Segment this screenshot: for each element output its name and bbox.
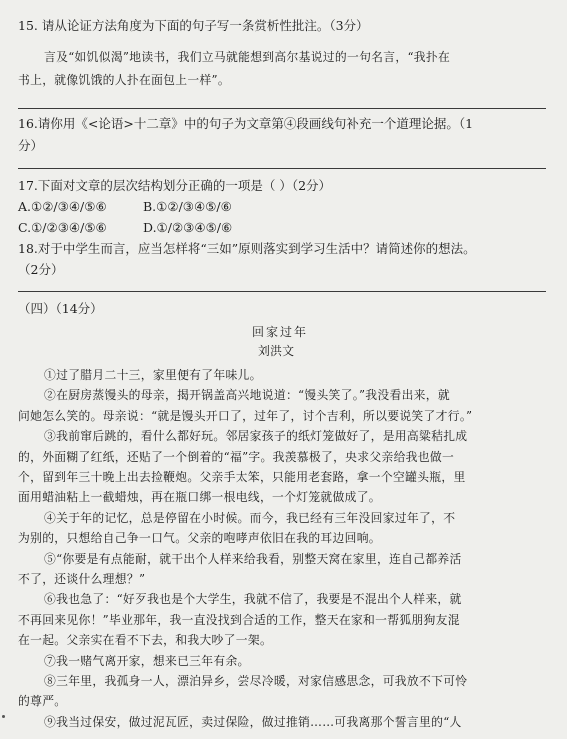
q15-prompt: 15. 请从论证方法角度为下面的句子写一条赏析性批注。（3分） <box>18 18 369 33</box>
passage-line: ⑥我也急了：“好歹我也是个大学生，我就不信了，我要是不混出个人样来，就 <box>44 592 462 606</box>
passage-line: 在一起。父亲实在看不下去，和我大吵了一架。 <box>18 633 273 647</box>
answer-line-q15 <box>18 108 546 109</box>
passage-title: 回家过年 <box>252 325 309 339</box>
q16-prompt-line-1: 16.请你用《<论语>十二章》中的句子为文章第④段画线句补充一个道理论据。（1 <box>18 116 474 131</box>
q17-option-a: A.①②/③④/⑤⑥ <box>18 199 107 214</box>
q15-quote-line-1: 言及“如饥似渴”地读书，我们立马就能想到高尔基说过的一句名言，“我扑在 <box>44 50 451 64</box>
q15-quote-line-2: 书上，就像饥饿的人扑在面包上一样”。 <box>18 73 230 87</box>
passage-line: ④关于年的记忆，总是停留在小时候。而今，我已经有三年没回家过年了，不 <box>44 511 456 525</box>
passage-line: ③我前窜后跳的，看什么都好玩。邻居家孩子的纸灯笼做好了，是用高粱秸扎成 <box>44 429 468 443</box>
passage-line: ⑨我当过保安，做过泥瓦匠，卖过保险，做过推销……可我离那个誓言里的“人 <box>44 715 462 729</box>
q17-prompt: 17.下面对文章的层次结构划分正确的一项是（ ）（2分） <box>18 178 332 193</box>
passage-line: 的，外面糊了红纸，还贴了一个倒着的“福”字。我羡慕极了，央求父亲给我也做一 <box>18 450 455 464</box>
passage-line: ②在厨房蒸馒头的母亲，揭开锅盖高兴地说道：“馒头笑了。”我没看出来，就 <box>44 388 450 402</box>
passage-line: ⑤“你要是有点能耐，就干出个人样来给我看，别整天窝在家里，连自己都养活 <box>44 552 462 566</box>
q17-option-c: C.①/②③④/⑤⑥ <box>18 220 107 235</box>
passage-line: 为别的，只想给自己争一口气。父亲的咆哮声依旧在我的耳边回响。 <box>18 531 381 545</box>
passage-line: 不了，还谈什么理想？” <box>18 572 146 586</box>
answer-line-q18 <box>18 291 546 292</box>
passage-author: 刘洪文 <box>258 344 295 358</box>
q17-option-d: D.①/②③④⑤/⑥ <box>143 220 233 235</box>
q18-prompt-line-2: （2分） <box>18 262 64 277</box>
q16-prompt-line-2: 分） <box>18 138 44 153</box>
passage-line: ①过了腊月二十三，家里便有了年味儿。 <box>44 368 262 382</box>
passage-line: 问她怎么笑的。母亲说：“就是馒头开口了，过年了，讨个吉利，所以要说笑了才行。” <box>18 409 473 423</box>
section-heading: （四）（14分） <box>18 301 103 316</box>
q18-prompt-line-1: 18.对于中学生而言，应当怎样将“三如”原则落实到学习生活中？请简述你的想法。 <box>18 241 476 256</box>
scan-speck <box>2 715 5 718</box>
passage-line: ⑦我一赌气离开家，想来已三年有余。 <box>44 654 250 668</box>
passage-line: 的尊严。 <box>18 694 67 708</box>
passage-line: 个，留到年三十晚上出去捡鞭炮。父亲手太笨，只能用老套路，拿一个空罐头瓶，里 <box>18 470 466 484</box>
answer-line-q16 <box>18 168 546 169</box>
passage-line: 面用蜡油粘上一截蜡烛，再在瓶口绑一根电线，一个灯笼就做成了。 <box>18 490 381 504</box>
passage-line: 不再回来见你！”毕业那年，我一直没找到合适的工作，整天在家和一帮狐朋狗友混 <box>18 613 460 627</box>
passage-line: ⑧三年里，我孤身一人，漂泊异乡，尝尽冷暖，对家信感思念，可我放不下可怜 <box>44 674 468 688</box>
q17-option-b: B.①②/③④⑤/⑥ <box>143 199 232 214</box>
